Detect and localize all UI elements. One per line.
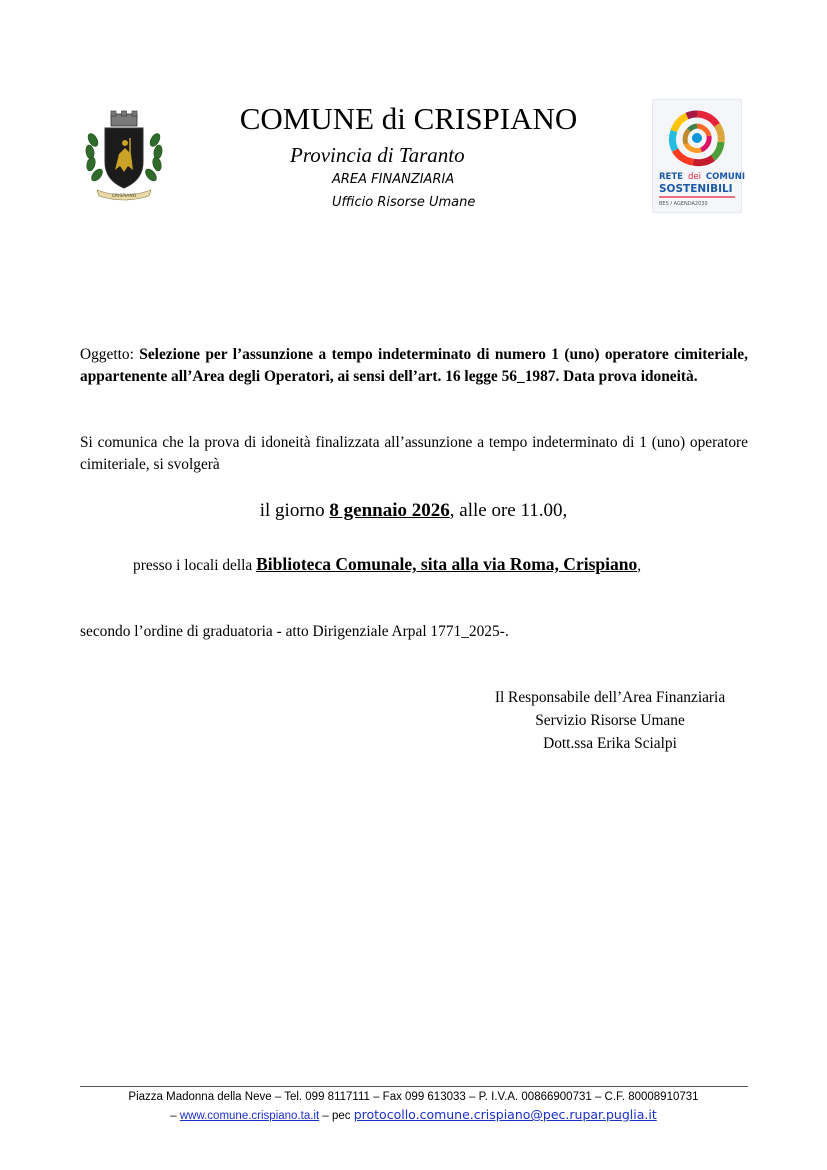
- exam-date: 8 gennaio 2026: [329, 500, 450, 521]
- date-prefix: il giorno: [259, 500, 330, 521]
- place-suffix: ,: [637, 557, 642, 574]
- subject-label: Oggetto:: [80, 346, 134, 363]
- signature-service: Servizio Risorse Umane: [535, 712, 685, 729]
- municipality-title: COMUNE di CRISPIANO: [239, 101, 578, 136]
- signature-name: Dott.ssa Erika Scialpi: [543, 735, 677, 752]
- sdg-logo-dei: dei: [687, 172, 701, 182]
- intro-paragraph: Si comunica che la prova di idoneità finalizzata all’assunzione a tempo indeterminato di 1 (uno) operatore cimiteriale, si svolgerà: [80, 434, 748, 473]
- footer-dash: –: [170, 1110, 180, 1122]
- signature-role: Il Responsabile dell’Area Finanziaria: [494, 689, 726, 706]
- subject-text: Selezione per l’assunzione a tempo indeterminato di numero 1 (uno) operatore cimiteriale, appartenente all’Area degli Operatori, ai sensi dell’art. 16 legge 56_1987. Data prova idoneità.: [80, 346, 748, 385]
- footer-links: [0, 1107, 827, 1124]
- place-prefix: presso i locali della: [133, 557, 257, 574]
- ranking-line: secondo l’ordine di graduatoria - atto Dirigenziale Arpal 1771_2025-.: [80, 623, 509, 640]
- footer-contacts: Piazza Madonna della Neve – Tel. 099 8117111 – Fax 099 613033 – P. I.V.A. 00866900731 – C.F. 80008910731: [128, 1091, 699, 1103]
- sdg-logo-caption: BES / AGENDA2030: [659, 201, 708, 207]
- footer-divider: [80, 1086, 748, 1087]
- exam-place: Biblioteca Comunale, sita alla via Roma, Crispiano: [256, 554, 638, 574]
- signature-block: [460, 686, 760, 755]
- province-subtitle: Provincia di Taranto: [290, 143, 465, 167]
- area-label: AREA FINANZIARIA: [332, 172, 455, 187]
- sdg-logo-sostenibili: SOSTENIBILI: [659, 183, 733, 195]
- crest-ribbon-text: CRISPIANO: [111, 194, 137, 199]
- exam-date-line: [0, 498, 827, 524]
- pec-label: – pec: [319, 1110, 354, 1122]
- sdg-logo-rete: RETE: [659, 172, 683, 182]
- svg-text:RETE dei COMUNI: [659, 172, 745, 182]
- website-link[interactable]: www.comune.crispiano.ta.it: [179, 1110, 320, 1122]
- date-suffix: , alle ore 11.00,: [449, 500, 568, 521]
- subject-paragraph: [80, 344, 748, 388]
- sdg-logo-comuni: COMUNI: [705, 172, 746, 182]
- pec-email-link[interactable]: protocollo.comune.crispiano@pec.rupar.puglia.it: [353, 1107, 657, 1122]
- exam-place-line: [133, 552, 641, 578]
- sustainable-communes-logo: [652, 99, 746, 213]
- office-label: Ufficio Risorse Umane: [332, 195, 476, 210]
